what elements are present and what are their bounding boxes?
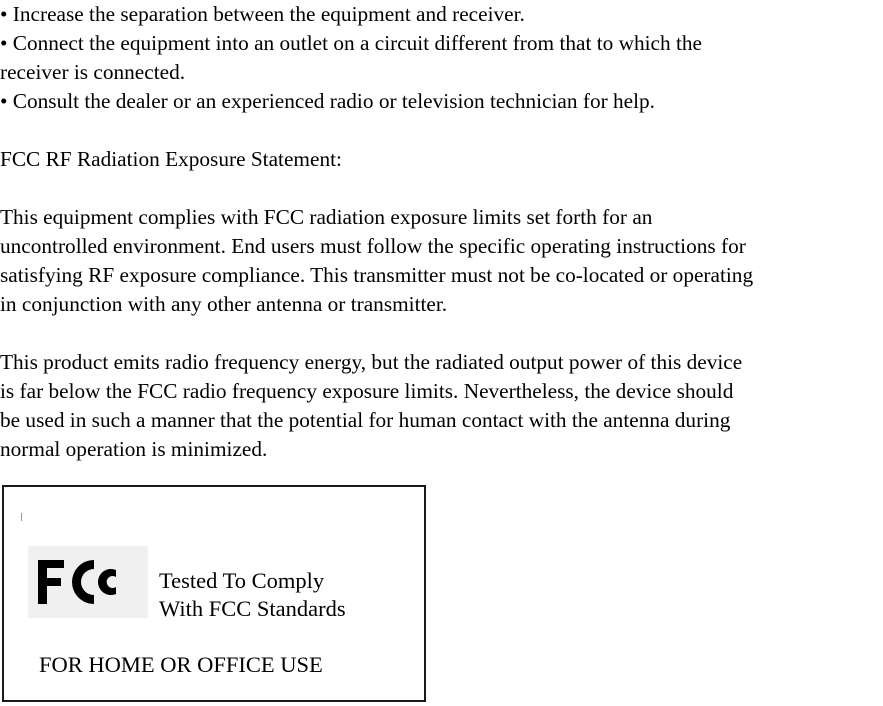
paragraph-1-line-1: This equipment complies with FCC radiation exposure limits set forth for an [0, 205, 653, 229]
spacer [0, 319, 883, 348]
bullet-consult-dealer: • Consult the dealer or an experienced radio or television technician for help. [0, 89, 655, 113]
label-mark [21, 513, 22, 521]
tested-to-comply-text [159, 567, 346, 623]
bullet-increase-separation: • Increase the separation between the equipment and receiver. [0, 2, 525, 26]
bullet-connect-outlet: • Connect the equipment into an outlet on a circuit different from that to which the [0, 31, 702, 55]
fcc-logo-icon [28, 546, 148, 618]
paragraph-2-line-2: is far below the FCC radio frequency exposure limits. Nevertheless, the device should [0, 379, 734, 403]
paragraph-2-line-3: be used in such a manner that the potential for human contact with the antenna during [0, 408, 731, 432]
paragraph-2-line-4: normal operation is minimized. [0, 437, 268, 461]
spacer [0, 116, 883, 145]
tested-line-2: With FCC Standards [159, 596, 346, 621]
usage-text: FOR HOME OR OFFICE USE [39, 652, 323, 677]
paragraph-1-line-4: in conjunction with any other antenna or transmitter. [0, 292, 448, 316]
bullet-connect-outlet-continued: receiver is connected. [0, 60, 186, 84]
statement-heading: FCC RF Radiation Exposure Statement: [0, 147, 342, 171]
paragraph-2-line-1: This product emits radio frequency energy, but the radiated output power of this device [0, 350, 743, 374]
spacer [0, 174, 883, 203]
fcc-compliance-label [2, 485, 426, 702]
tested-line-1: Tested To Comply [159, 568, 325, 593]
paragraph-1-line-3: satisfying RF exposure compliance. This transmitter must not be co-located or operating [0, 263, 754, 287]
paragraph-1-line-2: uncontrolled environment. End users must follow the specific operating instructions for [0, 234, 746, 258]
